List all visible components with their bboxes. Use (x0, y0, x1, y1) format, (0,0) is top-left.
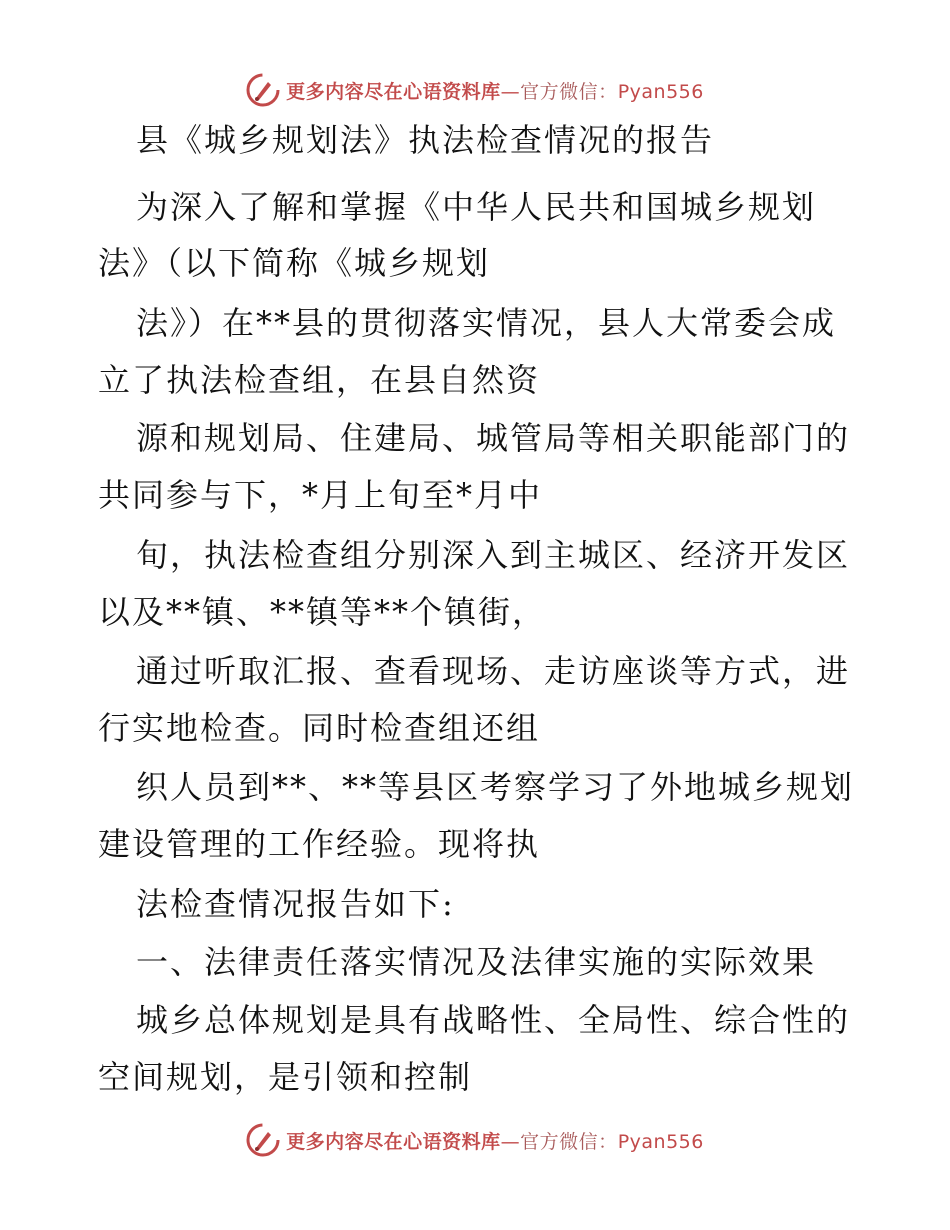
paragraph-line: 行实地检查。同时检查组还组 (98, 709, 541, 747)
watermark-official-label: 官方微信： (520, 80, 618, 103)
paragraph-line: 立了执法检查组，在县自然资 (98, 361, 541, 399)
paragraph-line: 源和规划局、住建局、城管局等相关职能部门的 (136, 419, 851, 457)
paragraph-line: 法检查情况报告如下: (136, 885, 455, 923)
watermark-slogan: 更多内容尽在心语资料库 (286, 1130, 501, 1153)
paragraph-line: 织人员到**、**等县区考察学习了外地城乡规划 (136, 768, 855, 806)
paragraph-line: 通过听取汇报、查看现场、走访座谈等方式，进 (136, 652, 851, 690)
watermark-wechat-id: Pyan556 (617, 80, 704, 103)
paragraph-line: 为深入了解和掌握《中华人民共和国城乡规划 (136, 188, 817, 226)
paragraph-line: 旬，执法检查组分别深入到主城区、经济开发区 (136, 536, 851, 574)
paragraph-line: 建设管理的工作经验。现将执 (98, 825, 541, 863)
watermark-dash: — (500, 80, 521, 103)
paragraph-line: 空间规划，是引领和控制 (98, 1058, 473, 1096)
quill-logo-icon (246, 73, 280, 107)
watermark-text (286, 1127, 704, 1154)
paragraph-line: 共同参与下，*月上旬至*月中 (98, 476, 543, 514)
watermark-banner-bottom (0, 1120, 950, 1160)
section-heading: 一、法律责任落实情况及法律实施的实际效果 (136, 943, 817, 981)
document-title: 县《城乡规划法》执法检查情况的报告 (136, 121, 715, 159)
paragraph-line: 法》（以下简称《城乡规划 (98, 244, 491, 282)
watermark-wechat-id: Pyan556 (617, 1130, 704, 1153)
watermark-slogan: 更多内容尽在心语资料库 (286, 80, 501, 103)
paragraph-line: 法》）在**县的贯彻落实情况，县人大常委会成 (136, 304, 837, 342)
watermark-dash: — (500, 1130, 521, 1153)
watermark-banner-top (0, 70, 950, 110)
paragraph-line: 以及**镇、**镇等**个镇街， (98, 593, 547, 631)
watermark-official-label: 官方微信： (520, 1130, 618, 1153)
paragraph-line: 城乡总体规划是具有战略性、全局性、综合性的 (136, 1001, 851, 1039)
quill-logo-icon (246, 1123, 280, 1157)
watermark-text (286, 77, 704, 104)
